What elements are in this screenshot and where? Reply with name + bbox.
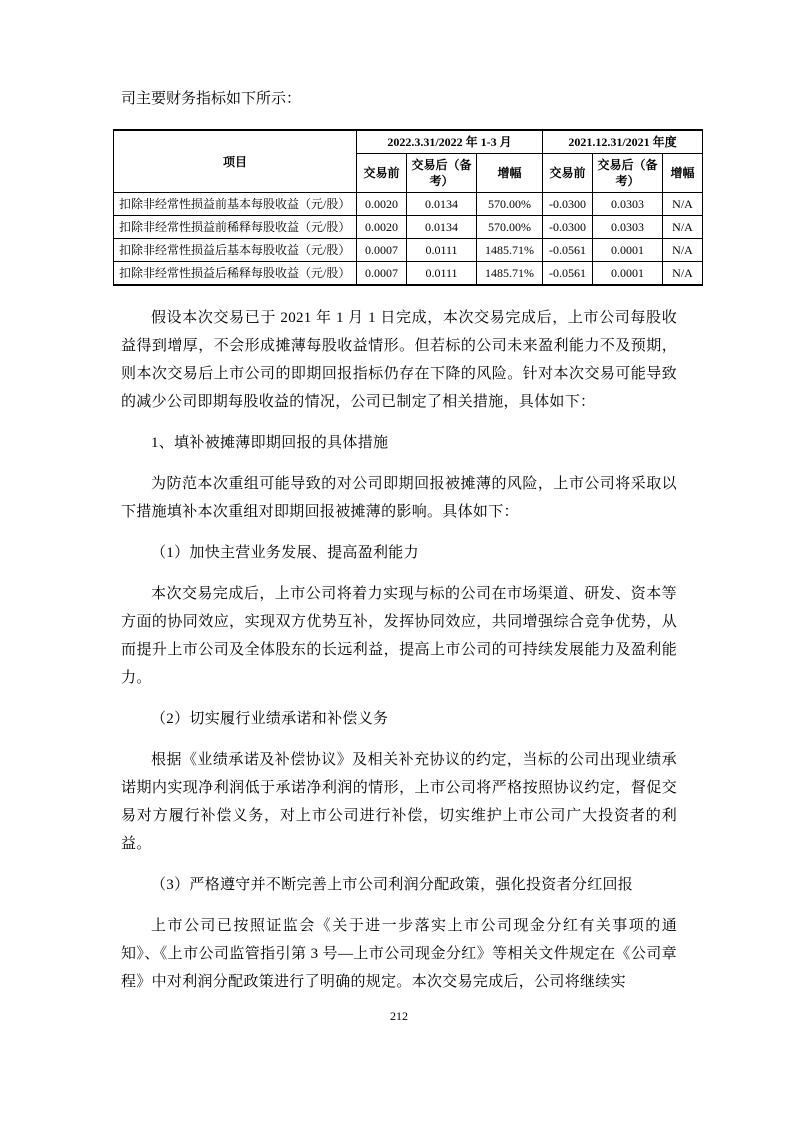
cell-value: 0.0303 — [593, 193, 663, 216]
cell-value: 0.0111 — [407, 262, 477, 286]
cell-value: N/A — [663, 239, 703, 262]
cell-value: 0.0303 — [593, 216, 663, 239]
intro-text: 司主要财务指标如下所示： — [121, 91, 302, 107]
paragraph: 为防范本次重组可能导致的对公司即期回报被摊薄的风险，上市公司将采取以下措施填补本次重组对即期回报被摊薄的影响。具体如下： — [121, 476, 677, 520]
subsection-heading-2: （2）切实履行业绩承诺和补偿义务 — [151, 711, 389, 727]
header-pre-deal-2: 交易前 — [543, 154, 593, 193]
header-post-deal-2: 交易后（备考） — [593, 154, 663, 193]
cell-value: 0.0001 — [593, 262, 663, 286]
cell-value: N/A — [663, 216, 703, 239]
cell-value: 0.0007 — [357, 262, 407, 286]
cell-value: 1485.71% — [477, 262, 543, 286]
header-pre-deal-1: 交易前 — [357, 154, 407, 193]
paragraph: 根据《业绩承诺及补偿协议》及相关补充协议的约定，当标的公司出现业绩承诺期内实现净利润低于承诺净利润的情形，上市公司将严格按照协议约定，督促交易对方履行补偿义务，对上市公司进行补偿，切实维护上市公司广大投资者的利益。 — [121, 752, 677, 852]
cell-value: 0.0020 — [357, 216, 407, 239]
row-label: 扣除非经常性损益前基本每股收益（元/股） — [114, 193, 357, 216]
cell-value: -0.0300 — [543, 216, 593, 239]
header-period-2022: 2022.3.31/2022 年 1-3 月 — [357, 130, 543, 154]
row-label: 扣除非经常性损益后稀释每股收益（元/股） — [114, 262, 357, 286]
header-change-2: 增幅 — [663, 154, 703, 193]
cell-value: -0.0561 — [543, 239, 593, 262]
body-text — [113, 304, 685, 996]
cell-value: 0.0134 — [407, 216, 477, 239]
table-row — [114, 262, 703, 286]
cell-value: 0.0001 — [593, 239, 663, 262]
page-number: 212 — [390, 1009, 408, 1023]
cell-value: N/A — [663, 193, 703, 216]
row-label: 扣除非经常性损益后基本每股收益（元/股） — [114, 239, 357, 262]
section-heading-1: 1、填补被摊薄即期回报的具体措施 — [151, 435, 389, 451]
subsection-heading-3: （3）严格遵守并不断完善上市公司利润分配政策，强化投资者分红回报 — [151, 877, 634, 893]
header-period-2021: 2021.12.31/2021 年度 — [543, 130, 703, 154]
header-post-deal-1: 交易后（备考） — [407, 154, 477, 193]
cell-value: -0.0561 — [543, 262, 593, 286]
subsection-heading-1: （1）加快主营业务发展、提高盈利能力 — [151, 545, 419, 561]
header-change-1: 增幅 — [477, 154, 543, 193]
cell-value: 1485.71% — [477, 239, 543, 262]
cell-value: -0.0300 — [543, 193, 593, 216]
table-header-row-groups — [114, 130, 703, 154]
cell-value: N/A — [663, 262, 703, 286]
cell-value: 0.0111 — [407, 239, 477, 262]
cell-value: 570.00% — [477, 216, 543, 239]
paragraph: 假设本次交易已于 2021 年 1 月 1 日完成，本次交易完成后，上市公司每股收益得到增厚，不会形成摊薄每股收益情形。但若标的公司未来盈利能力不及预期，则本次交易后上市公司的即期回报指标仍存在下降的风险。针对本次交易可能导致的减少公司即期每股收益的情况，公司已制定了相关措施，具体如下： — [121, 310, 677, 410]
table-row — [114, 216, 703, 239]
paragraph: 上市公司已按照证监会《关于进一步落实上市公司现金分红有关事项的通知》、《上市公司监管指引第 3 号—上市公司现金分红》等相关文件规定在《公司章程》中对利润分配政策进行了明确的规定。本次交易完成后，公司将继续实 — [121, 918, 677, 990]
header-item: 项目 — [114, 130, 357, 193]
cell-value: 0.0020 — [357, 193, 407, 216]
row-label: 扣除非经常性损益前稀释每股收益（元/股） — [114, 216, 357, 239]
table-row — [114, 239, 703, 262]
cell-value: 0.0007 — [357, 239, 407, 262]
cell-value: 570.00% — [477, 193, 543, 216]
cell-value: 0.0134 — [407, 193, 477, 216]
paragraph: 本次交易完成后，上市公司将着力实现与标的公司在市场渠道、研发、资本等方面的协同效应，实现双方优势互补，发挥协同效应，共同增强综合竞争优势，从而提升上市公司及全体股东的长远利益，提高上市公司的可持续发展能力及盈利能力。 — [121, 586, 677, 686]
financial-indicators-table — [113, 129, 703, 286]
table-row — [114, 193, 703, 216]
